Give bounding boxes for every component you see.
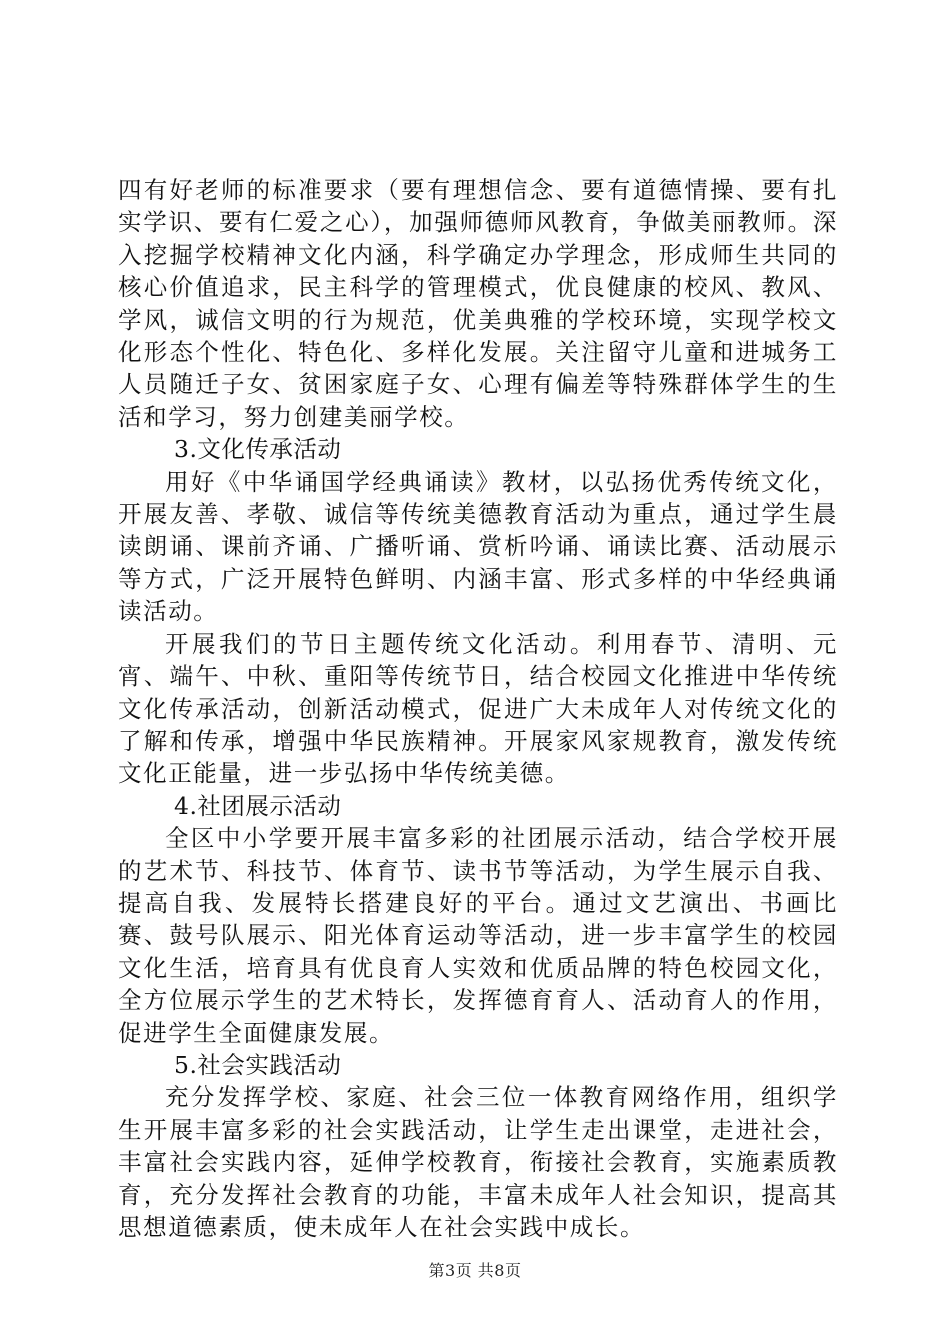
paragraph: 充分发挥学校、家庭、社会三位一体教育网络作用，组织学生开展丰富多彩的社会实践活动，让学生走出课堂，走进社会，丰富社会实践内容，延伸学校教育，衔接社会教育，实施素质教育，充分发挥社会教育的功能，丰富未成年人社会知识，提高其思想道德素质，使未成年人在社会实践中成长。 (118, 1083, 838, 1241)
section-heading: 5.社会实践活动 (174, 1050, 342, 1079)
page-number-footer: 第3页 共8页 (428, 1261, 522, 1280)
paragraph: 四有好老师的标准要求（要有理想信念、要有道德情操、要有扎实学识、要有仁爱之心），加强师德师风教育，争做美丽教师。深入挖掘学校精神文化内涵，科学确定办学理念，形成师生共同的核心价值追求，民主科学的管理模式，优良健康的校风、教风、学风，诚信文明的行为规范，优美典雅的学校环境，实现学校文化形态个性化、特色化、多样化发展。关注留守儿童和进城务工人员随迁子女、贫困家庭子女、心理有偏差等特殊群体学生的生活和学习，努力创建美丽学校。 (118, 176, 838, 431)
paragraph: 开展我们的节日主题传统文化活动。利用春节、清明、元宵、端午、中秋、重阳等传统节日，结合校园文化推进中华传统文化传承活动，创新活动模式，促进广大未成年人对传统文化的了解和传承，增强中华民族精神。开展家风家规教育，激发传统文化正能量，进一步弘扬中华传统美德。 (118, 629, 838, 788)
section-heading: 4.社团展示活动 (174, 791, 342, 820)
paragraph: 全区中小学要开展丰富多彩的社团展示活动，结合学校开展的艺术节、科技节、体育节、读书节等活动，为学生展示自我、提高自我、发展特长搭建良好的平台。通过文艺演出、书画比赛、鼓号队展示、阳光体育运动等活动，进一步丰富学生的校园文化生活，培育具有优良育人实效和优质品牌的特色校园文化，全方位展示学生的艺术特长，发挥德育育人、活动育人的作用，促进学生全面健康发展。 (118, 824, 838, 1047)
document-body (118, 174, 838, 1243)
section-heading: 3.文化传承活动 (174, 435, 342, 464)
paragraph: 用好《中华诵国学经典诵读》教材，以弘扬优秀传统文化，开展友善、孝敬、诚信等传统美德教育活动为重点，通过学生晨读朗诵、课前齐诵、广播听诵、赏析吟诵、诵读比赛、活动展示等方式，广泛开展特色鲜明、内涵丰富、形式多样的中华经典诵读活动。 (118, 467, 838, 626)
